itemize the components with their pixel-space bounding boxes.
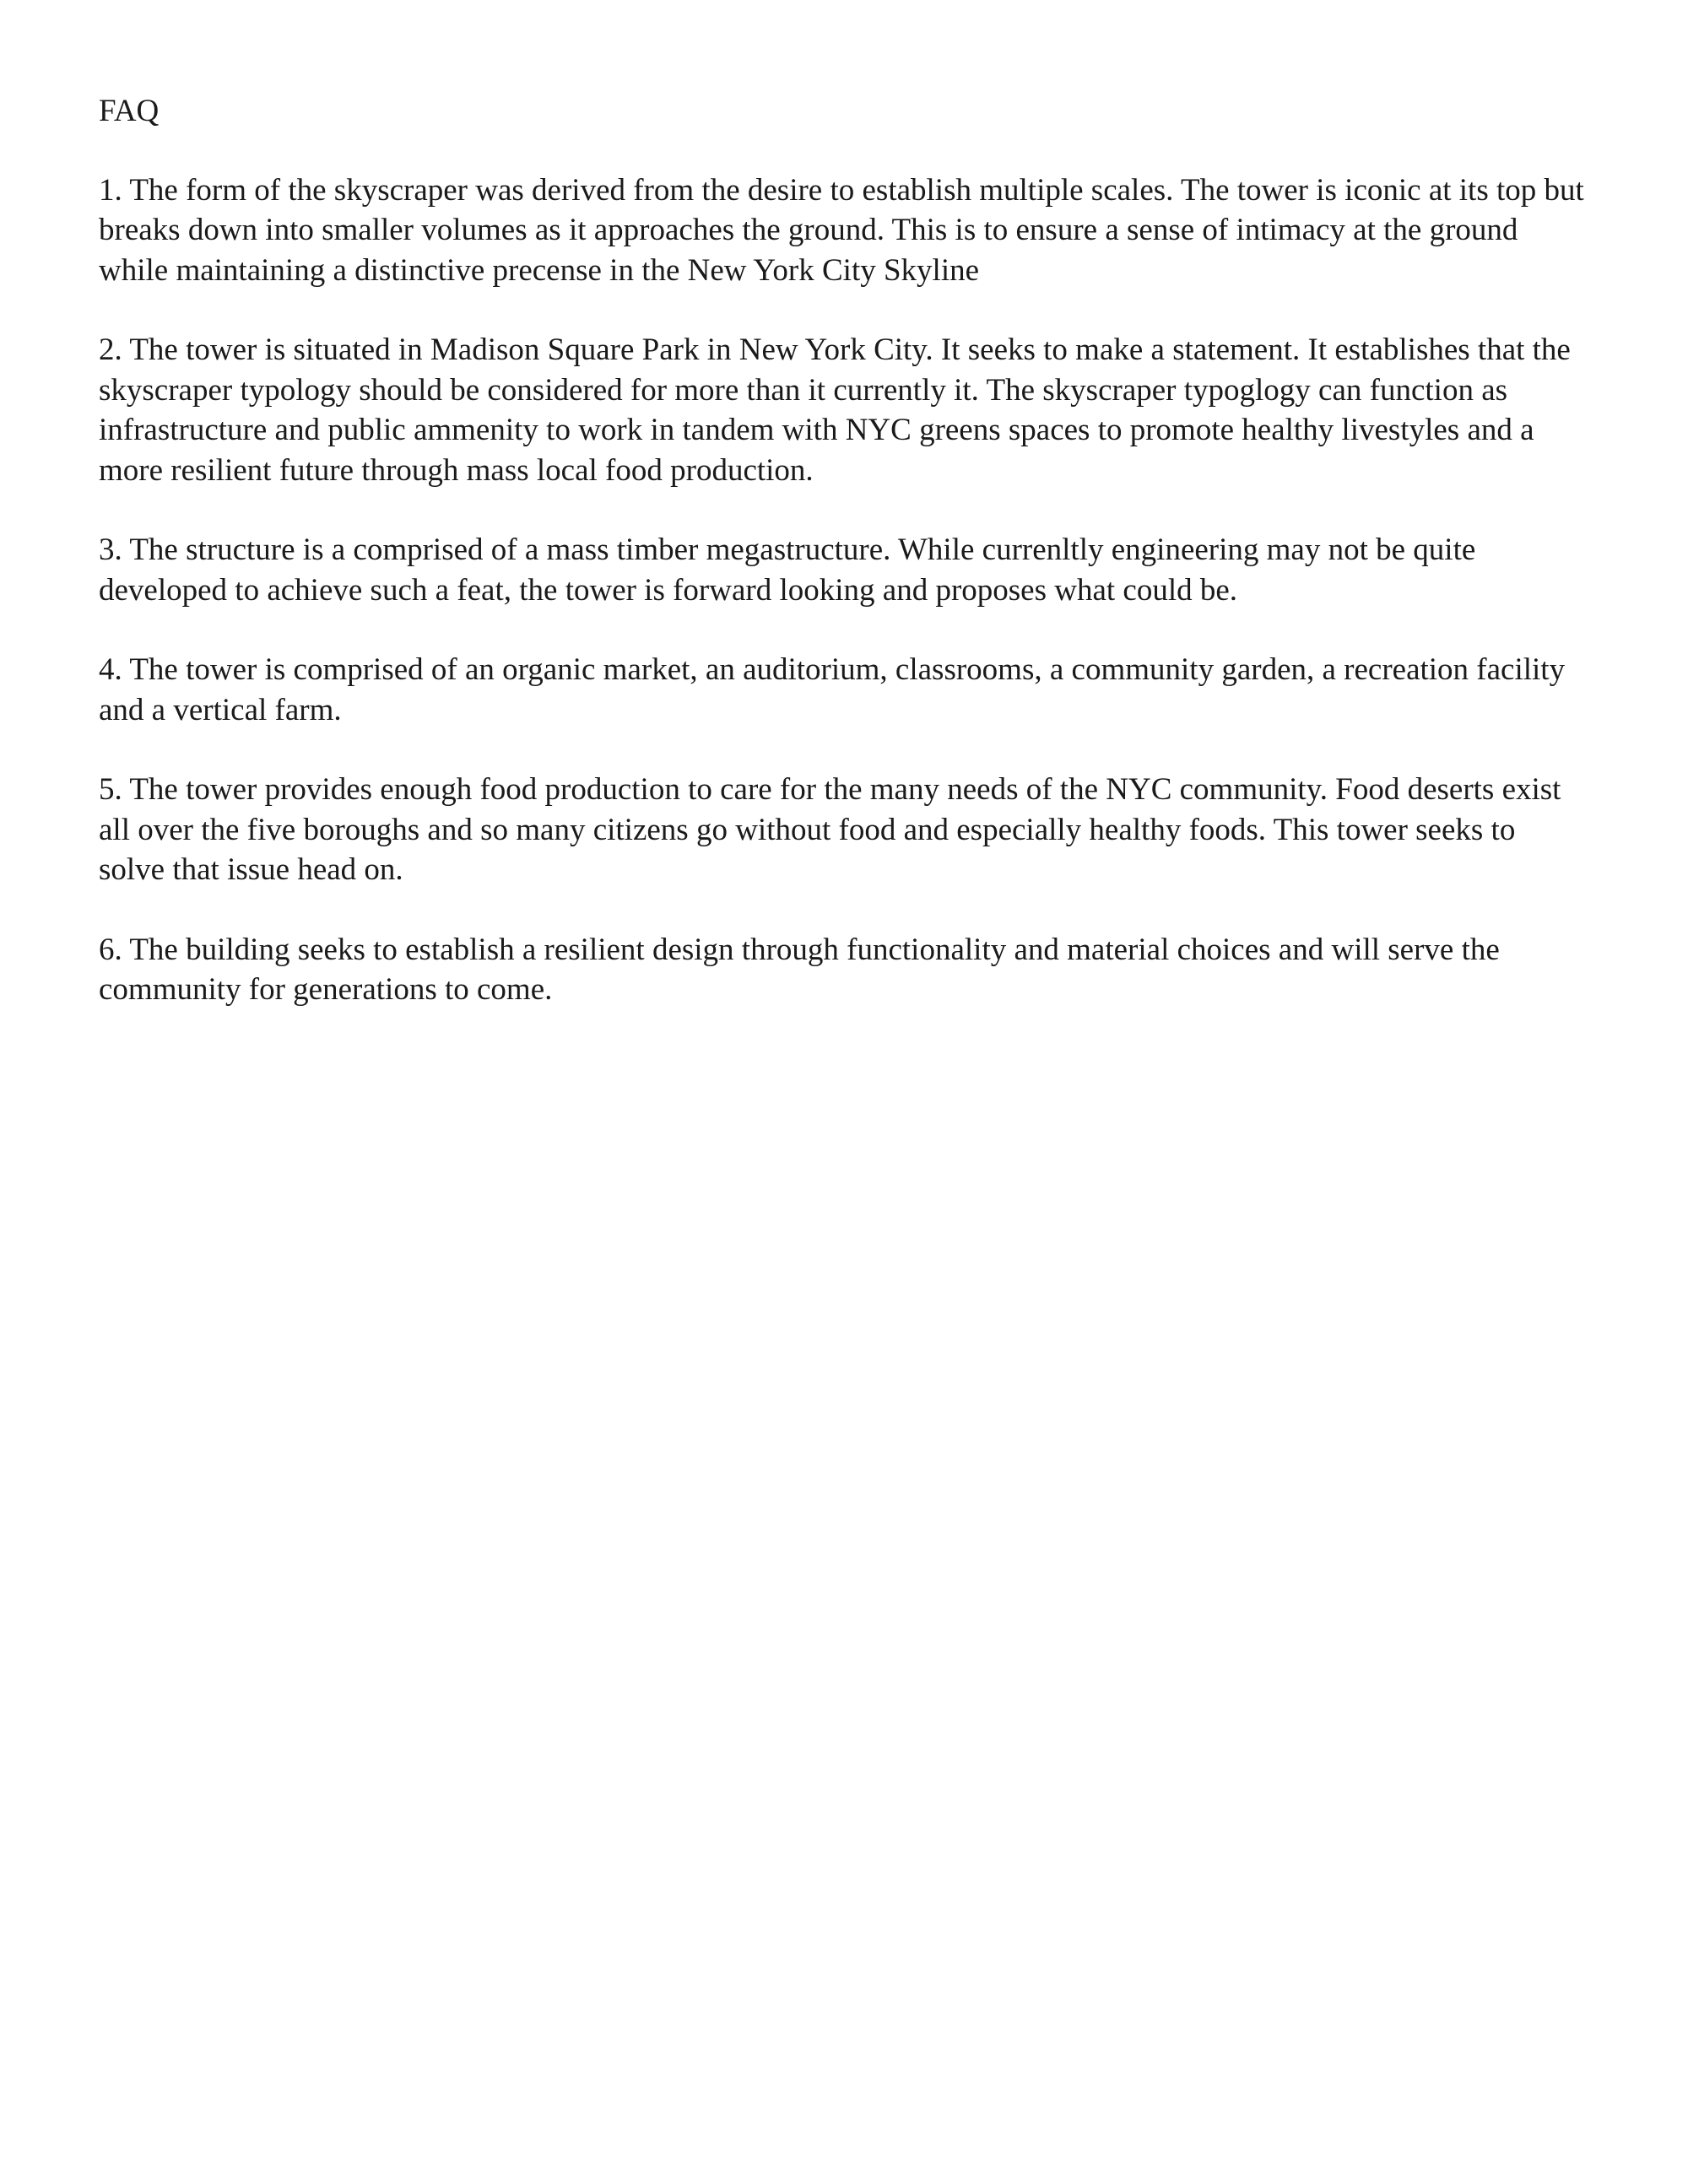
page-title: FAQ [99,94,160,128]
faq-item-1: 1. The form of the skyscraper was derived from the desire to establish multiple scales. The tower is iconic at its top but breaks down into smaller volumes as it approaches the ground. This is to ensure a sense of intimacy at the ground while maintaining a distinctive precense in the New York City Skyline [99,172,1584,288]
faq-item-2: 2. The tower is situated in Madison Square Park in New York City. It seeks to make a statement. It establishes that the skyscraper typology should be considered for more than it currently it. The skyscraper typoglogy can function as infrastructure and public ammenity to work in tandem with NYC greens spaces to promote healthy livestyles and a more resilient future through mass local food production. [99,332,1571,488]
faq-item-4: 4. The tower is comprised of an organic market, an auditorium, classrooms, a community garden, a recreation facility and a vertical farm. [99,652,1566,727]
document-page [99,91,1584,1050]
faq-item-6: 6. The building seeks to establish a resilient design through functionality and material choices and will serve the community for generations to come. [99,932,1500,1007]
faq-item-5: 5. The tower provides enough food production to care for the many needs of the NYC community. Food deserts exist all over the five boroughs and so many citizens go without food and especially healthy foods. This tower seeks to solve that issue head on. [99,772,1561,887]
faq-item-3: 3. The structure is a comprised of a mass timber megastructure. While currenltly engineering may not be quite developed to achieve such a feat, the tower is forward looking and proposes what could be. [99,532,1476,608]
